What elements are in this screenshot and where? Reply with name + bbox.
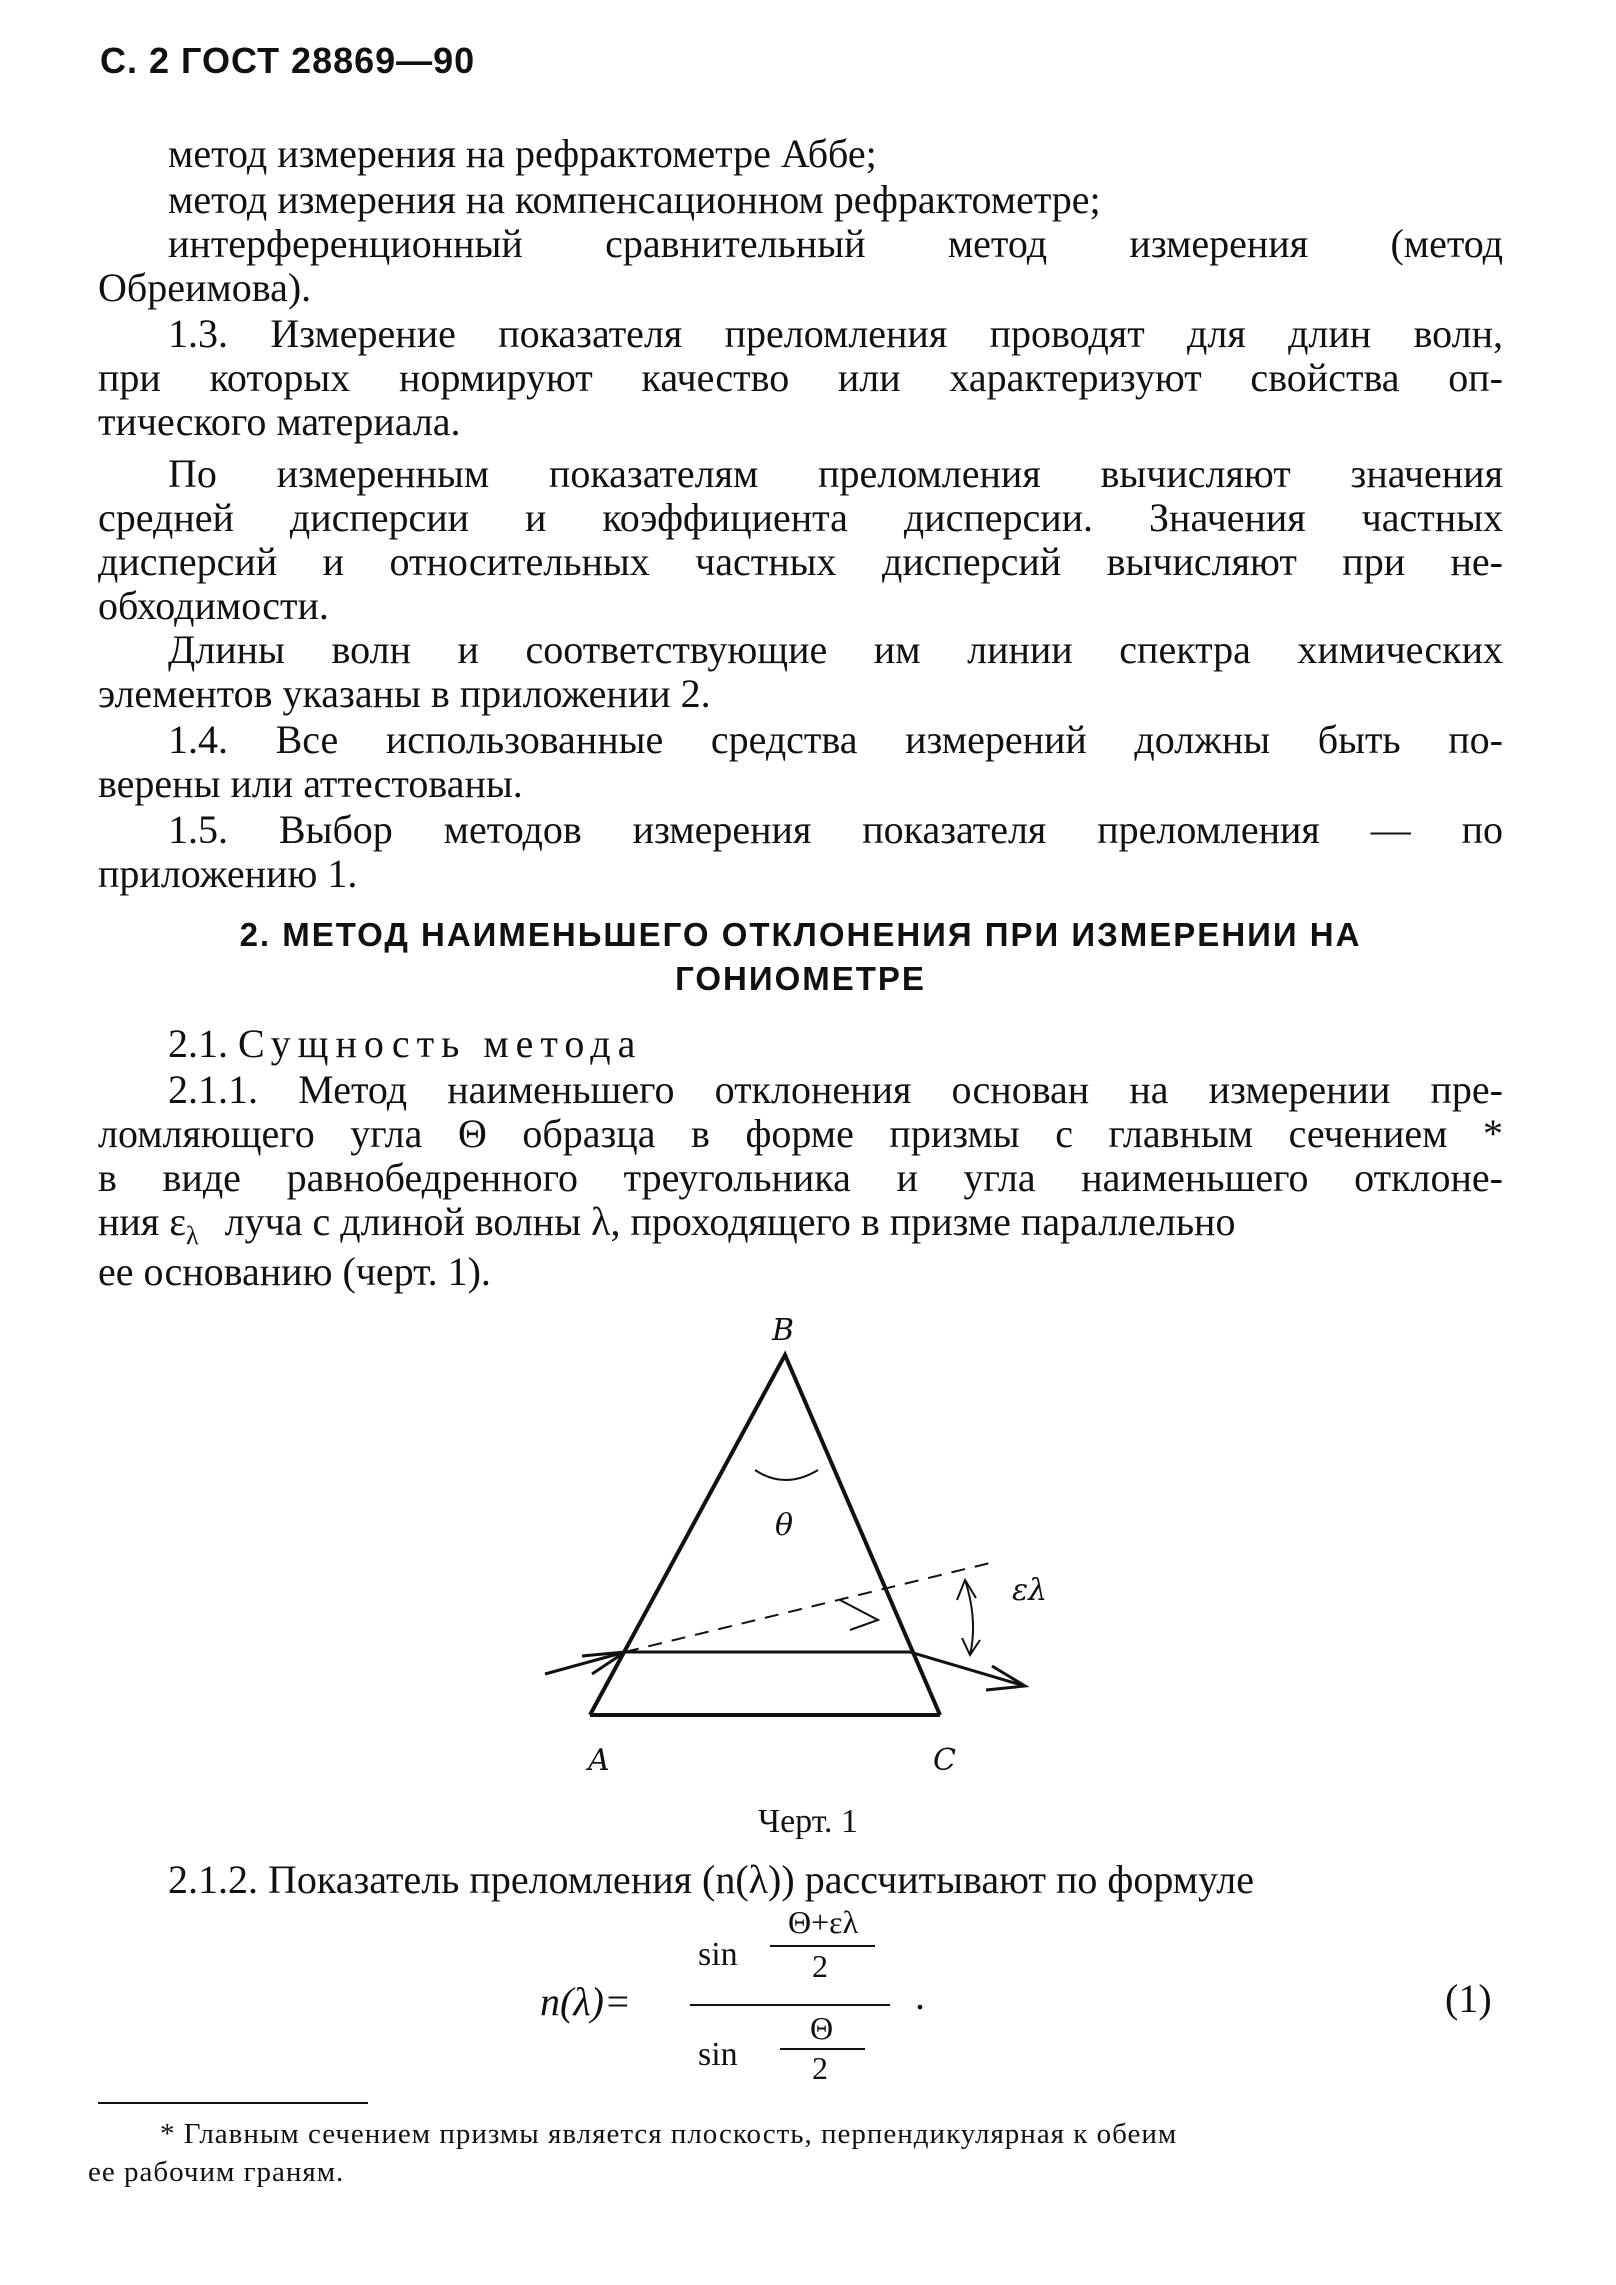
text-line: средней дисперсии и коэффициента дисперсии. Значения частных xyxy=(98,495,1503,540)
formula-intro: 2.1.2. Показатель преломления (n(λ)) рассчитывают по формуле xyxy=(168,1857,1254,1902)
text-fragment: ния ε xyxy=(98,1199,187,1244)
text-line: Обреимова). xyxy=(98,265,312,310)
text-line: тического материала. xyxy=(98,399,461,444)
lambda-subscript: λ xyxy=(186,1221,199,1250)
formula-top-numerator: Θ+ελ xyxy=(788,1904,859,1940)
figure-caption: Черт. 1 xyxy=(757,1803,859,1840)
prism-sides xyxy=(590,1355,940,1715)
text-line: при которых нормируют качество или характеризуют свойства оп- xyxy=(98,355,1503,400)
section-heading: 2. МЕТОД НАИМЕНЬШЕГО ОТКЛОНЕНИЯ ПРИ ИЗМЕРЕНИИ НА xyxy=(239,916,1362,953)
formula-block xyxy=(540,1900,1040,2086)
text-line: метод измерения на рефрактометре Аббе; xyxy=(168,131,877,176)
eps-arrow-top xyxy=(957,1580,976,1600)
text-line: в виде равнобедренного треугольника и угла наименьшего отклоне- xyxy=(98,1155,1503,1200)
prism-figure xyxy=(520,1300,1080,1800)
formula-period: . xyxy=(915,1973,925,2018)
footnote-line: * Главным сечением призмы является плоскость, перпендикулярная к обеим xyxy=(160,2118,1178,2150)
formula-top-fraction-bar xyxy=(770,1945,875,1947)
text-line: Длины волн и соответствующие им линии спектра химических xyxy=(168,627,1503,672)
formula-main-bar xyxy=(690,2004,890,2006)
footnote-line: ее рабочим граням. xyxy=(88,2156,345,2188)
text-line: элементов указаны в приложении 2. xyxy=(98,671,711,716)
vertex-label-b: B xyxy=(772,1313,795,1348)
text-line: метод измерения на компенсационном рефрактометре; xyxy=(168,177,1101,222)
vertex-label-a: A xyxy=(588,1743,610,1778)
text-line: По измеренным показателям преломления вычисляют значения xyxy=(168,451,1503,496)
text-line: верены или аттестованы. xyxy=(98,761,523,806)
text-line: ломляющего угла Θ образца в форме призмы с главным сечением * xyxy=(98,1111,1503,1156)
ray-dashed-extension xyxy=(625,1563,990,1652)
text-line: 1.3. Измерение показателя преломления проводят для длин волн, xyxy=(168,311,1503,356)
formula-bottom-denominator: 2 xyxy=(812,2050,828,2086)
equation-number: (1) xyxy=(1445,1976,1492,2021)
text-line: дисперсий и относительных частных дисперсий вычисляют при не- xyxy=(98,539,1503,584)
footnote-rule xyxy=(98,2102,368,2104)
angle-label-epsilon: ελ xyxy=(1012,1573,1048,1608)
page-header: С. 2 ГОСТ 28869—90 xyxy=(100,40,476,81)
ray-arrow-out xyxy=(986,1666,1025,1690)
text-line: 1.4. Все использованные средства измерений должны быть по- xyxy=(168,717,1503,762)
formula-top-denominator: 2 xyxy=(812,1948,828,1984)
text-line: 1.5. Выбор методов измерения показателя преломления — по xyxy=(168,807,1503,852)
angle-label-theta: θ xyxy=(775,1508,794,1543)
text-fragment: луча с длиной волны λ, проходящего в призме параллельно xyxy=(224,1199,1236,1244)
subsection-number: 2.1. xyxy=(168,1021,228,1066)
theta-arc xyxy=(755,1470,818,1480)
text-line: 2.1.1. Метод наименьшего отклонения основан на измерении пре- xyxy=(168,1067,1503,1112)
subsection-title xyxy=(168,1022,1503,1066)
text-line: обходимости. xyxy=(98,583,329,628)
text-line: ее основанию (черт. 1). xyxy=(98,1249,491,1294)
section-heading: ГОНИОМЕТРЕ xyxy=(675,960,926,997)
ray-arrow-mid xyxy=(840,1600,878,1630)
text-line: интерференционный сравнительный метод измерения (метод xyxy=(168,221,1503,266)
formula-sin-bottom: sin xyxy=(698,2036,738,2073)
formula-lhs: n(λ)= xyxy=(540,1979,631,2024)
formula-sin-top: sin xyxy=(698,1936,738,1973)
vertex-label-c: C xyxy=(933,1743,956,1778)
subsection-title-text: Сущность метода xyxy=(238,1021,643,1066)
text-line: приложению 1. xyxy=(98,851,358,896)
formula-bottom-numerator: Θ xyxy=(810,2010,834,2046)
